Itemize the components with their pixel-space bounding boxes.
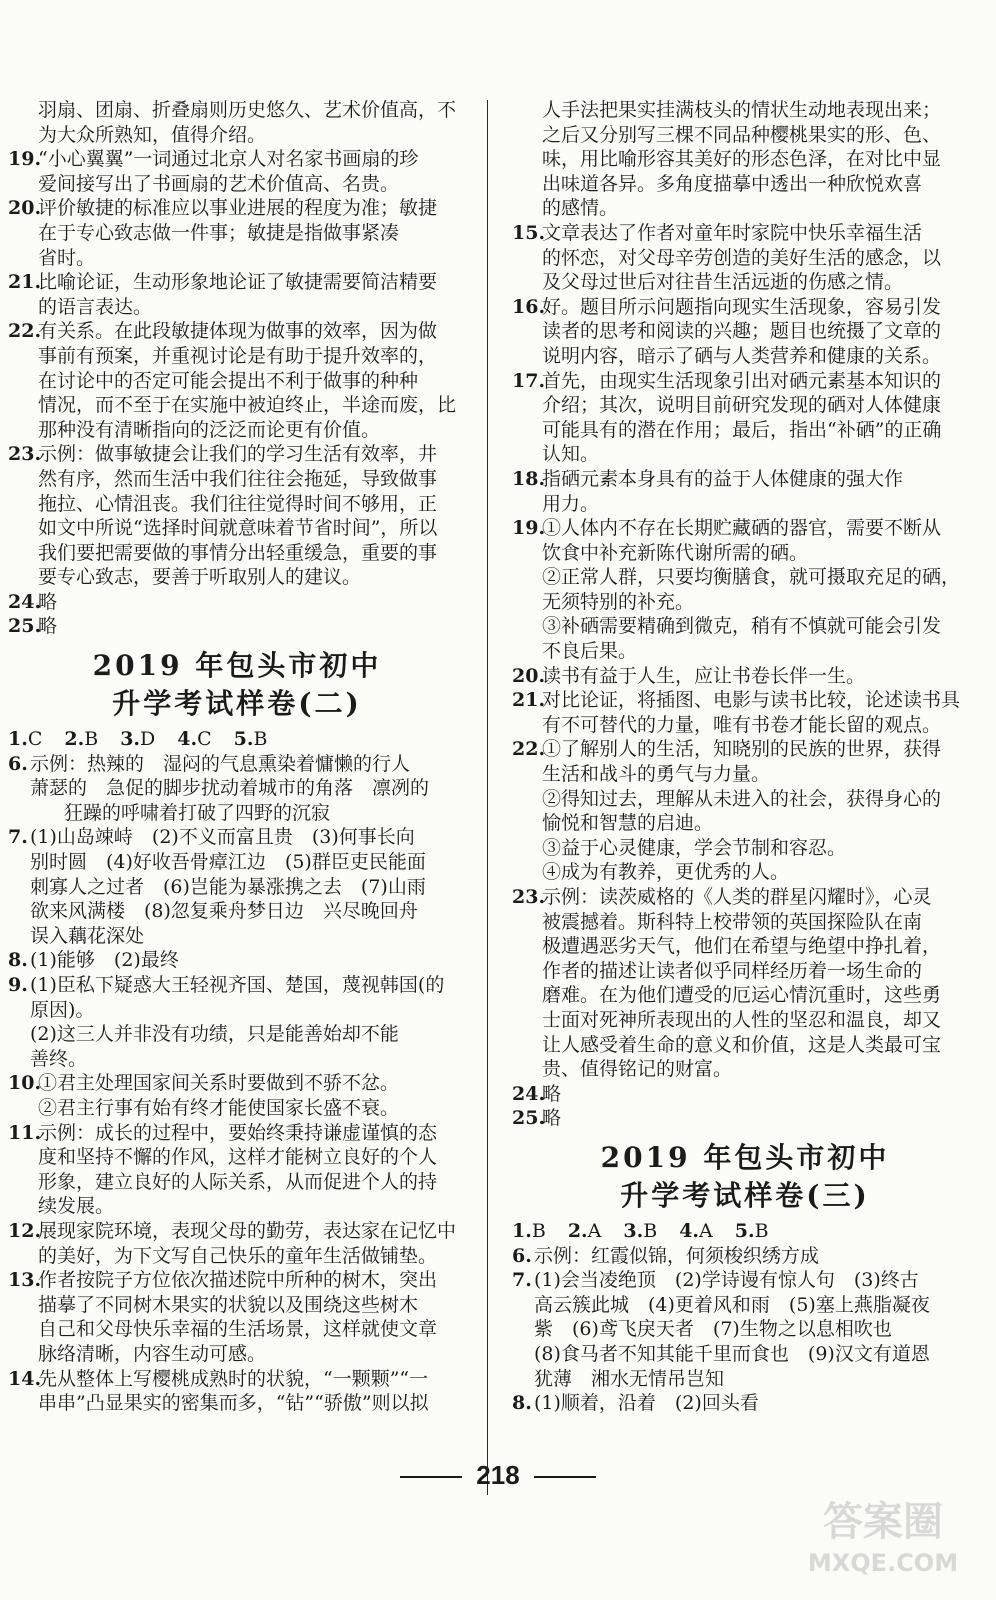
text-line: 爱间接写出了书画扇的艺术价值高、名贵。: [38, 172, 400, 195]
answer-23: [8, 442, 466, 590]
question-number: 13.: [8, 1269, 42, 1292]
text-line: 生活和战斗的勇气与力量。: [542, 763, 771, 786]
mc-answer: 3.B: [623, 1219, 658, 1242]
answer-24: [8, 590, 466, 615]
question-number: 18.: [512, 467, 546, 490]
text-line: 续发展。: [38, 1195, 115, 1218]
answer-21-right: [512, 688, 978, 737]
text-line: 士面对死神所表现出的人性的坚忍和温良，却又: [542, 1008, 942, 1031]
question-number: 21.: [512, 689, 546, 712]
text-line: 我们要把需要做的事情分出轻重缓急，重要的事: [38, 541, 438, 564]
text-line: (8)食马者不知其能千里而食也 (9)汉文有道恩: [534, 1342, 930, 1365]
lead-paragraph: [8, 98, 466, 147]
watermark-line1: 答案圈: [823, 1499, 943, 1545]
section-title-line: 2019 年包头市初中: [600, 1140, 890, 1174]
question-number: 15.: [512, 221, 546, 244]
text-line: 欲来风满楼 (8)忽复乘舟梦日边 兴尽晚回舟: [30, 900, 418, 923]
text-line: 脉络清晰，内容生动可感。: [38, 1342, 267, 1365]
mc-answer: 5.B: [734, 1219, 769, 1242]
text-line: 有不可替代的力量，唯有书卷才能长留的观点。: [542, 713, 942, 736]
text-line: 然有序，然而生活中我们往往会拖延，导致做事: [38, 467, 438, 490]
text-line: 的语言表达。: [38, 295, 153, 318]
text-line: 示例：热辣的 湿闷的气息熏染着慵懒的行人: [30, 752, 411, 775]
text-line: 省时。: [38, 246, 96, 269]
text-line: 略: [38, 615, 58, 638]
mc-answer: 1.B: [512, 1219, 546, 1242]
answer-17: [512, 369, 978, 467]
text-line: (2)这三人并非没有功绩，只是能善始却不能: [30, 1023, 399, 1046]
text-line: 串串”凸显果实的密集而多，“钻”“骄傲”则以拟: [38, 1392, 429, 1415]
question-number: 7.: [512, 1269, 532, 1292]
text-line: 对比论证，将插图、电影与读书比较，论述读书具: [542, 689, 961, 712]
section-title-line: 升学考试样卷(三): [620, 1178, 870, 1212]
text-line: 原因)。: [30, 998, 95, 1021]
text-line: 示例：成长的过程中，要始终秉持谦虚谨慎的态: [38, 1121, 438, 1144]
text-line: 善终。: [30, 1047, 88, 1070]
text-line: 展现家院环境，表现父母的勤劳，表达家在记忆中: [38, 1219, 457, 1242]
text-line: 拖拉、心情沮丧。我们往往觉得时间不够用，正: [38, 492, 438, 515]
question-number: 19.: [8, 148, 42, 171]
answer-20-right: [512, 664, 978, 689]
text-line: ②得知过去，理解从未进入的社会，获得身心的: [542, 787, 942, 810]
text-line: 别时圆 (4)好收吾骨瘴江边 (5)群臣吏民能面: [30, 851, 426, 874]
question-number: 6.: [8, 752, 28, 775]
section-title-3: [512, 1139, 978, 1215]
section-title-line: 升学考试样卷(二): [112, 687, 362, 721]
text-line: (1)能够 (2)最终: [30, 949, 179, 972]
text-line: 味，用比喻形容其美好的形态色泽，在对比中显: [542, 148, 942, 171]
question-number: 16.: [512, 295, 546, 318]
answer-25-right: [512, 1106, 978, 1131]
text-line: 让人感受着生命的意义和价值，这是人类最可宝: [542, 1033, 942, 1056]
answer-s3-7: [512, 1268, 978, 1391]
text-line: ③益于心灵健康，学会节制和容忍。: [542, 836, 847, 859]
text-line: 如文中所说“选择时间就意味着节省时间”，所以: [38, 517, 438, 540]
question-number: 14.: [8, 1367, 42, 1390]
text-line: 误入藕花深处: [30, 924, 145, 947]
answer-21: [8, 270, 466, 319]
answer-s2-7: [8, 825, 466, 948]
text-line: 示例：红霞似锦，何须梭织绣方成: [534, 1244, 820, 1267]
text-line: 及父母过世后对往昔生活远逝的伤感之情。: [542, 271, 904, 294]
text-line: 介绍；其次，说明目前研究发现的硒对人体健康: [542, 394, 942, 417]
answer-25: [8, 614, 466, 639]
text-line: 好。题目所示问题指向现实生活现象，容易引发: [542, 295, 942, 318]
text-line: 可能具有的潜在作用；最后，指出“补硒”的正确: [542, 418, 942, 441]
text-line: ①了解别人的生活，知晓别的民族的世界，获得: [542, 738, 942, 761]
text-line: 事前有预案，并重视讨论是有助于提升效率的，: [38, 344, 438, 367]
question-number: 10.: [8, 1072, 42, 1095]
answer-22-right: [512, 737, 978, 885]
text-line: 用力。: [542, 492, 600, 515]
question-number: 23.: [8, 443, 42, 466]
text-line: 羽扇、团扇、折叠扇则历史悠久、艺术价值高，不: [38, 99, 457, 121]
text-line: 不良后果。: [542, 640, 638, 663]
left-column: [8, 98, 466, 1416]
page-number-rule: [400, 1476, 462, 1478]
right-column: [512, 98, 978, 1416]
answer-s2-13: [8, 1268, 466, 1366]
question-number: 24.: [8, 590, 42, 613]
text-line: 文章表达了作者对童年时家院中快乐幸福生活: [542, 221, 923, 244]
question-number: 19.: [512, 517, 546, 540]
text-line: 自己和父母快乐幸福的生活场景，这样就使文章: [38, 1318, 438, 1341]
text-line: 的感情。: [542, 197, 619, 220]
answer-s2-9: [8, 973, 466, 1071]
text-line: 贵、值得铭记的财富。: [542, 1058, 733, 1081]
text-line: 出味道各异。多角度描摹中透出一种欣悦欢喜: [542, 172, 923, 195]
mc-answer: 2.B: [64, 728, 99, 751]
question-number: 8.: [512, 1392, 532, 1415]
watermark-logo: [788, 1487, 978, 1582]
text-line: (1)顺着，沿着 (2)回头看: [534, 1392, 759, 1415]
text-line: 读书有益于人生，应让书卷长伴一生。: [542, 664, 866, 687]
mc-answer: 5.B: [233, 728, 268, 751]
question-number: 7.: [8, 826, 28, 849]
text-line: 略: [542, 1107, 562, 1130]
answer-23-right: [512, 885, 978, 1082]
question-number: 9.: [8, 974, 28, 996]
question-number: 25.: [512, 1107, 546, 1130]
text-line: 磨难。在为他们遭受的厄运心情沉重时，这些勇: [542, 984, 942, 1007]
mc-answer: 1.C: [8, 728, 43, 751]
text-line: 说明内容，暗示了硒与人类营养和健康的关系。: [542, 344, 942, 367]
answer-s2-11: [8, 1121, 466, 1219]
answer-s2-8: [8, 948, 466, 973]
text-line: ①君主处理国家间关系时要做到不骄不忿。: [38, 1072, 400, 1095]
text-line: ②君主行事有始有终才能使国家长盛不衰。: [38, 1096, 400, 1119]
mc-answer: 4.A: [679, 1219, 713, 1242]
text-line: (1)山岛竦峙 (2)不义而富且贵 (3)何事长向: [30, 826, 415, 849]
mc-answer: 2.A: [567, 1219, 602, 1242]
answer-24-right: [512, 1082, 978, 1107]
text-line: 作者按院子方位依次描述院中所种的树木，突出: [38, 1269, 438, 1292]
column-divider: [487, 100, 488, 1495]
answer-s2-6: [8, 752, 466, 826]
text-line: ②正常人群，只要均衡膳食，就可摄取充足的硒，: [542, 566, 961, 589]
text-line: 示例：做事敏捷会让我们的学习生活有效率，井: [38, 443, 438, 466]
answer-s3-6: [512, 1244, 978, 1269]
text-line: “小心翼翼”一词通过北京人对名家书画扇的珍: [38, 148, 419, 171]
text-line: 饮食中补充新陈代谢所需的硒。: [542, 541, 809, 564]
answer-s2-12: [8, 1219, 466, 1268]
text-line: 读者的思考和阅读的兴趣；题目也统摄了文章的: [542, 320, 942, 343]
question-number: 23.: [512, 886, 546, 908]
text-line: 评价敏捷的标准应以事业进展的程度为准；敏捷: [38, 197, 438, 220]
text-line: 描摹了不同树木果实的状貌以及围绕这些树木: [38, 1293, 419, 1316]
question-number: 22.: [8, 320, 42, 343]
text-line: 度和坚持不懈的作风，这样才能树立良好的个人: [38, 1146, 438, 1169]
text-line: 在于专心致志做一件事；敏捷是指做事紧凑: [38, 221, 400, 244]
text-line: 极遭遇恶劣天气，他们在希望与绝望中挣扎着，: [542, 935, 942, 958]
section-title-line: 2019 年包头市初中: [92, 649, 382, 683]
text-line: 之后又分别写三棵不同品种樱桃果实的形、色、: [542, 123, 942, 146]
text-line: 刺寡人之过者 (6)岂能为暴涨携之去 (7)山雨: [30, 875, 426, 898]
text-line: 比喻论证，生动形象地论证了敏捷需要简洁精要: [38, 271, 438, 294]
text-line: 在讨论中的否定可能会提出不利于做事的种种: [38, 369, 419, 392]
text-line: 那种没有清晰指向的泛泛而论更有价值。: [38, 418, 381, 441]
text-line: 狂躁的呼啸着打破了四野的沉寂: [64, 801, 331, 824]
text-line: 人手法把果实挂满枝头的情状生动地表现出来；: [542, 99, 942, 121]
question-number: 25.: [8, 615, 42, 638]
watermark-line2: MXQE.COM: [807, 1549, 959, 1577]
question-number: 12.: [8, 1219, 42, 1242]
text-line: ④成为有教养，更优秀的人。: [542, 861, 790, 884]
question-number: 22.: [512, 738, 546, 761]
page-number-rule: [534, 1476, 596, 1478]
question-number: 21.: [8, 271, 42, 294]
page-number-text: 218: [476, 1460, 520, 1490]
text-line: 略: [38, 590, 58, 613]
question-number: 24.: [512, 1082, 546, 1105]
text-line: (1)会当凌绝顶 (2)学诗谩有惊人句 (3)终古: [534, 1269, 919, 1292]
text-line: 紫 (6)鸢飞戾天者 (7)生物之以息相吹也: [534, 1318, 892, 1341]
answer-s2-10: [8, 1071, 466, 1120]
text-line: 认知。: [542, 443, 600, 466]
text-line: 先从整体上写樱桃成熟时的状貌，“一颗颗”“一: [38, 1367, 429, 1390]
answer-18: [512, 467, 978, 516]
question-number: 17.: [512, 369, 546, 392]
text-line: 首先，由现实生活现象引出对硒元素基本知识的: [542, 369, 942, 392]
multiple-choice-answers: [8, 727, 466, 752]
text-line: 为大众所熟知，值得介绍。: [38, 123, 267, 146]
text-line: 情况，而不至于在实施中被迫终止，半途而废，比: [38, 394, 457, 417]
text-line: 作者的描述让读者似乎同样经历着一场生命的: [542, 959, 923, 982]
text-line: 萧瑟的 急促的脚步扰动着城市的角落 凛冽的: [30, 777, 430, 800]
answer-22: [8, 319, 466, 442]
mc-answer: 3.D: [120, 728, 156, 751]
text-line: (1)臣私下疑惑大王轻视齐国、楚国，蔑视韩国(的: [30, 974, 445, 996]
text-line: ③补硒需要精确到微克，稍有不慎就可能会引发: [542, 615, 942, 638]
answer-15: [512, 221, 978, 295]
text-line: 指硒元素本身具有的益于人体健康的强大作: [542, 467, 904, 490]
answer-s2-14: [8, 1367, 466, 1416]
question-number: 8.: [8, 949, 28, 972]
text-line: 愉悦和智慧的启迪。: [542, 812, 714, 835]
continued-answer-14: [512, 98, 978, 221]
text-line: 的怀恋，对父母辛劳创造的美好生活的感念，以: [542, 246, 942, 269]
question-number: 20.: [8, 197, 42, 220]
question-number: 6.: [512, 1244, 532, 1267]
answer-16: [512, 295, 978, 369]
mc-answer: 4.C: [177, 728, 212, 751]
text-line: 示例：读茨威格的《人类的群星闪耀时》，心灵: [542, 886, 932, 908]
answer-19-right: [512, 516, 978, 664]
answer-20: [8, 196, 466, 270]
text-line: 高云簇此城 (4)更着风和雨 (5)塞上燕脂凝夜: [534, 1293, 930, 1316]
answer-s3-8: [512, 1391, 978, 1416]
text-line: 要专心致志，要善于听取别人的建议。: [38, 566, 362, 589]
text-line: 犹薄 湘水无情吊岂知: [534, 1367, 725, 1390]
text-line: 无须特别的补充。: [542, 590, 695, 613]
section-title-2: [8, 647, 466, 723]
text-line: 略: [542, 1082, 562, 1105]
text-line: 有关系。在此段敏捷体现为做事的效率，因为做: [38, 320, 438, 343]
question-number: 20.: [512, 664, 546, 687]
answer-19: [8, 147, 466, 196]
question-number: 11.: [8, 1121, 42, 1144]
text-line: 形象，建立良好的人际关系，从而促进个人的持: [38, 1170, 438, 1193]
multiple-choice-answers: [512, 1219, 978, 1244]
text-line: 的美好，为下文写自己快乐的童年生活做铺垫。: [38, 1244, 438, 1267]
text-line: ①人体内不存在长期贮藏硒的器官，需要不断从: [542, 517, 942, 540]
text-line: 被震撼着。斯科特上校带领的英国探险队在南: [542, 910, 923, 933]
